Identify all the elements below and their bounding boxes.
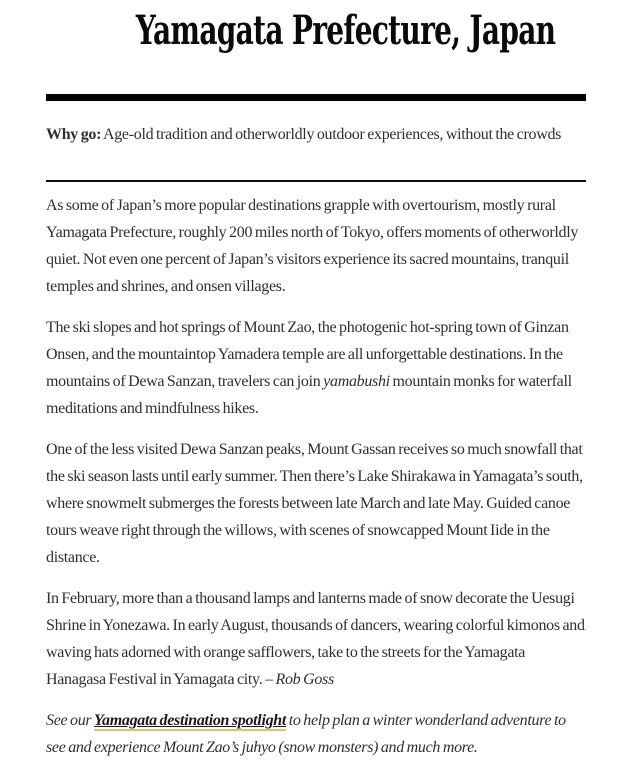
paragraph-text: One of the less visited Dewa Sanzan peaks, Mount Gassan receives so much snowfall that the ski season lasts until early summer. Then there’s Lake Shirakawa in Yamagata’s south, where snowmelt submerges the forests between late March and late May. Guided canoe tours weave right through the willows, with scenes of snowcapped Mount Iide in the distance. xyxy=(46,441,583,566)
italic-term: yamabushi xyxy=(323,373,390,390)
paragraph-text: mountain monks for waterfall meditations and mindfulness hikes. xyxy=(46,373,572,417)
author-byline: – Rob Goss xyxy=(265,671,334,688)
article-paragraph xyxy=(46,192,586,300)
paragraph-text: In February, more than a thousand lamps and lanterns made of snow decorate the Uesugi Shrine in Yonezawa. In early August, thousands of dancers, wearing colorful kimonos and waving hats adorned with orange safflowers, take to the streets for the Yamagata Hanagasa Festival in Yamagata city. xyxy=(46,590,585,688)
destination-spotlight-link[interactable]: Yamagata destination spotlight xyxy=(94,712,287,729)
page-title-text: Yamagata Prefecture, Japan xyxy=(135,7,556,54)
paragraph-text: As some of Japan’s more popular destinations grapple with overtourism, mostly rural Yamagata Prefecture, roughly 200 miles north of Tokyo, offers moments of otherworldly quiet. Not even one percent of Japan’s visitors experience its sacred mountains, tranquil temples and shrines, and onsen villages. xyxy=(46,197,579,295)
article-paragraph xyxy=(46,585,586,693)
closing-paragraph xyxy=(46,707,586,761)
article-paragraph xyxy=(46,314,586,422)
title-divider xyxy=(46,94,586,101)
article-page xyxy=(0,8,641,761)
why-go-label: Why go: xyxy=(46,126,102,143)
why-go-line xyxy=(46,121,586,148)
paragraph-text: to help plan a winter wonderland adventure to see and experience Mount Zao’s juhyo (snow monsters) and much more. xyxy=(46,712,566,756)
paragraph-text: See our xyxy=(46,712,95,729)
paragraph-text: The ski slopes and hot springs of Mount Zao, the photogenic hot-spring town of Ginzan Onsen, and the mountaintop Yamadera temple are all unforgettable destinations. In the mountains of Dewa Sanzan, travelers can join xyxy=(46,319,569,390)
page-title xyxy=(46,8,586,63)
section-divider xyxy=(46,180,586,182)
why-go-text: Age-old tradition and otherworldly outdoor experiences, without the crowds xyxy=(101,126,562,143)
article-paragraph xyxy=(46,436,586,571)
